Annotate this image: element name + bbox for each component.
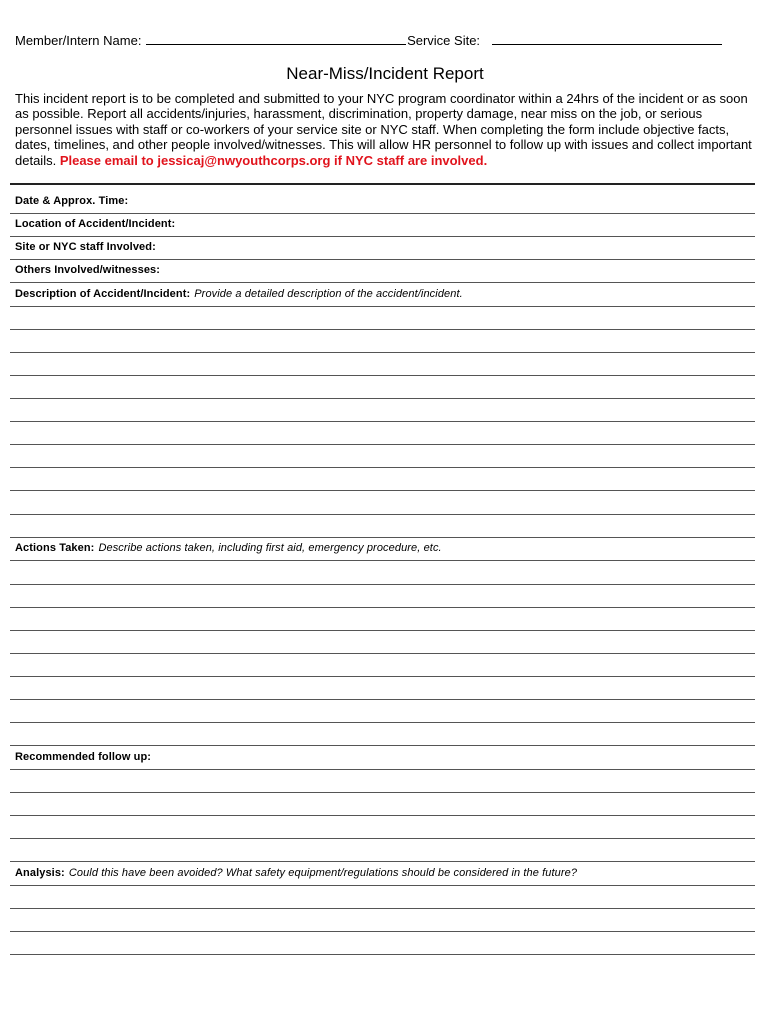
analysis-line[interactable] <box>10 954 755 955</box>
description-line[interactable] <box>10 398 755 399</box>
description-line[interactable] <box>10 375 755 376</box>
followup-line[interactable] <box>10 815 755 816</box>
actions-hint: Describe actions taken, including first aid, emergency procedure, etc. <box>98 542 442 554</box>
followup-line[interactable] <box>10 838 755 839</box>
description-line[interactable] <box>10 352 755 353</box>
actions-line[interactable] <box>10 560 755 561</box>
actions-line[interactable] <box>10 630 755 631</box>
section-divider <box>10 183 755 185</box>
member-name-field[interactable] <box>146 32 406 45</box>
description-label <box>15 288 463 300</box>
actions-line[interactable] <box>10 722 755 723</box>
description-line[interactable] <box>10 421 755 422</box>
analysis-title: Analysis: <box>15 867 65 879</box>
staff-involved-line[interactable] <box>10 259 755 260</box>
analysis-hint: Could this have been avoided? What safety equipment/regulations should be considered in the future? <box>68 867 578 879</box>
others-involved-label: Others Involved/witnesses: <box>15 264 161 276</box>
location-label: Location of Accident/Incident: <box>15 218 176 230</box>
description-line[interactable] <box>10 329 755 330</box>
date-time-line[interactable] <box>10 213 755 214</box>
followup-line[interactable] <box>10 861 755 862</box>
actions-line[interactable] <box>10 676 755 677</box>
actions-title: Actions Taken: <box>15 542 95 554</box>
actions-line[interactable] <box>10 584 755 585</box>
date-time-label: Date & Approx. Time: <box>15 195 129 207</box>
header-line <box>15 32 722 48</box>
actions-line[interactable] <box>10 653 755 654</box>
intro-paragraph <box>15 91 757 168</box>
followup-line[interactable] <box>10 769 755 770</box>
staff-involved-label: Site or NYC staff Involved: <box>15 241 156 253</box>
description-hint: Provide a detailed description of the accident/incident. <box>194 288 463 300</box>
service-site-field[interactable] <box>492 32 722 45</box>
followup-label: Recommended follow up: <box>15 751 152 763</box>
followup-line[interactable] <box>10 792 755 793</box>
actions-line[interactable] <box>10 699 755 700</box>
location-line[interactable] <box>10 236 755 237</box>
actions-label <box>15 542 442 554</box>
page-title: Near-Miss/Incident Report <box>286 64 484 83</box>
description-line[interactable] <box>10 514 755 515</box>
analysis-label <box>15 867 577 879</box>
analysis-line[interactable] <box>10 931 755 932</box>
analysis-line[interactable] <box>10 885 755 886</box>
others-involved-line[interactable] <box>10 282 755 283</box>
description-line[interactable] <box>10 306 755 307</box>
description-line[interactable] <box>10 537 755 538</box>
member-name-label: Member/Intern Name: <box>15 33 142 48</box>
intro-text: This incident report is to be completed and submitted to your NYC program coordinator within a 24hrs of the incident or as soon as possible. Report all accidents/injuries, harassment, discrimination, property damage, near miss on the job, or serious personnel issues with staff or co-workers of your service site or NYC staff. When completing the form include objective facts, dates, timelines, and other people involved/witnesses. This will allow HR personnel to follow up with issues and collect important details. <box>15 91 752 168</box>
description-title: Description of Accident/Incident: <box>15 288 191 300</box>
analysis-line[interactable] <box>10 908 755 909</box>
description-line[interactable] <box>10 444 755 445</box>
description-line[interactable] <box>10 490 755 491</box>
description-line[interactable] <box>10 467 755 468</box>
service-site-label: Service Site: <box>407 33 481 48</box>
actions-line[interactable] <box>10 745 755 746</box>
actions-line[interactable] <box>10 607 755 608</box>
intro-email-notice: Please email to jessicaj@nwyouthcorps.org if NYC staff are involved. <box>59 152 488 168</box>
